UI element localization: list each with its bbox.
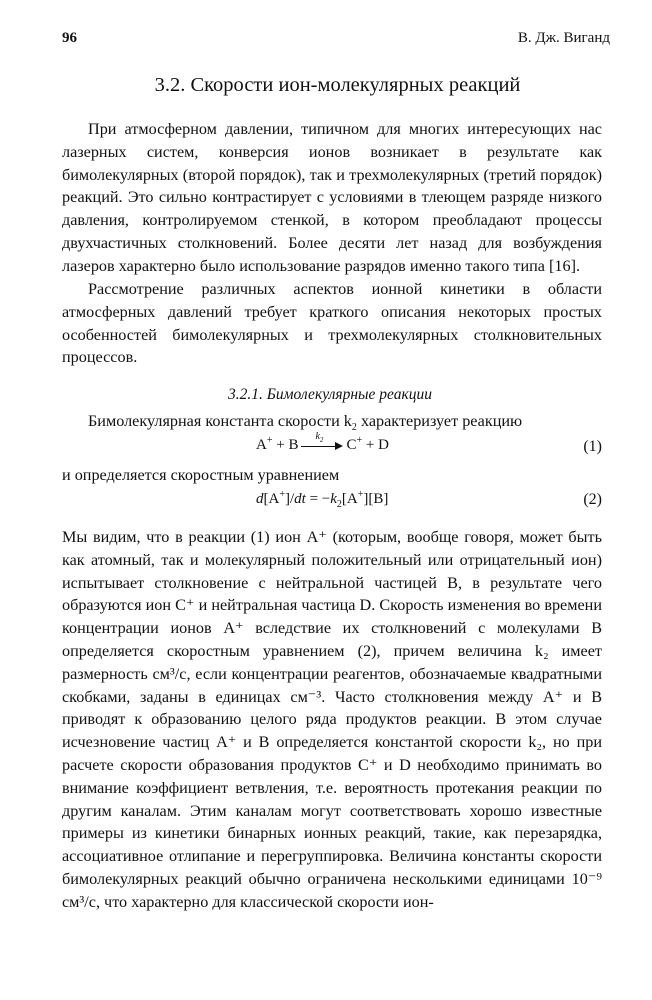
page-number: 96 [62, 30, 77, 46]
subsection-title: 3.2.1. Бимолекулярные реакции [228, 386, 432, 403]
running-head: В. Дж. Виганд [517, 30, 610, 46]
equation-2-number: (2) [583, 491, 602, 508]
equation-1: A+ + B $k_2$ C+ + D [256, 430, 389, 453]
paragraph-2: Рассмотрение различных аспектов ионной кинетики в области атмосферных давлений требует краткого описания некоторых простых особенностей бимолекулярных и трехмолекулярных столкновительных процессов. [62, 280, 602, 367]
body-paragraph: Мы видим, что в реакции (1) ион A⁺ (которым, вообще говоря, может быть как атомный, так и молекулярный положительный или отрицательный ион) испытывает столкновение с нейтральной частицей B, в результате чего образуются ион C⁺ и нейтральная частица D. Скорость изменения во времени концентрации ионов A⁺ вследствие их столкновений с молекулами B определяется скоростным уравнением (2), причем величина k₂ имеет размерность см³/с, если концентрации реагентов, обозначаемые квадратными скобками, заданы в единицах см⁻³. Часто столкновения между A⁺ и B приводят к образованию целого ряда продуктов реакции. В этом случае исчезновение частиц A⁺ и B определяется константой скорости k₂, но при расчете скорости образования продуктов C⁺ и D необходимо принимать во внимание коэффициент ветвления, т.е. вероятность протекания реакции по другим каналам. Этим каналам могут соответствовать хорошо известные примеры из кинетики бинарных ионных реакций, такие, как перезарядка, ассоциативное отлипание и перегруппировка. Величина константы скорости бимолекулярных реакций обычно ограничена несколькими единицами 10⁻⁹ см³/с, что характерно для классической скорости ион- [62, 528, 602, 911]
reaction-arrow: $k_2$ [301, 440, 343, 452]
section-title: 3.2. Скорости ион-молекулярных реакций [154, 74, 521, 96]
paragraph-1: При атмосферном давлении, типичном для многих интересующих нас лазерных систем, конверсия ионов возникает в результате как бимолекулярных (второй порядок), так и трехмолекулярных (третий порядок) реакций. Это сильно контрастирует с условиями в тлеющем разряде низкого давления, контролируемом стенкой, в котором преобладают процессы двухчастичных столкновений. Более десяти лет назад для возбуждения лазеров характерно было использование разрядов именно такого типа [16]. [62, 120, 602, 275]
equation-1-number: (1) [583, 438, 602, 455]
equation-intro: и определяется скоростным уравнением [62, 466, 340, 484]
subsection-intro: Бимолекулярная константа скорости $k_2$ характеризует реакцию [88, 412, 523, 434]
equation-2: $d[A^+]/dt = -k_2[A^+][B]$ [256, 489, 389, 510]
